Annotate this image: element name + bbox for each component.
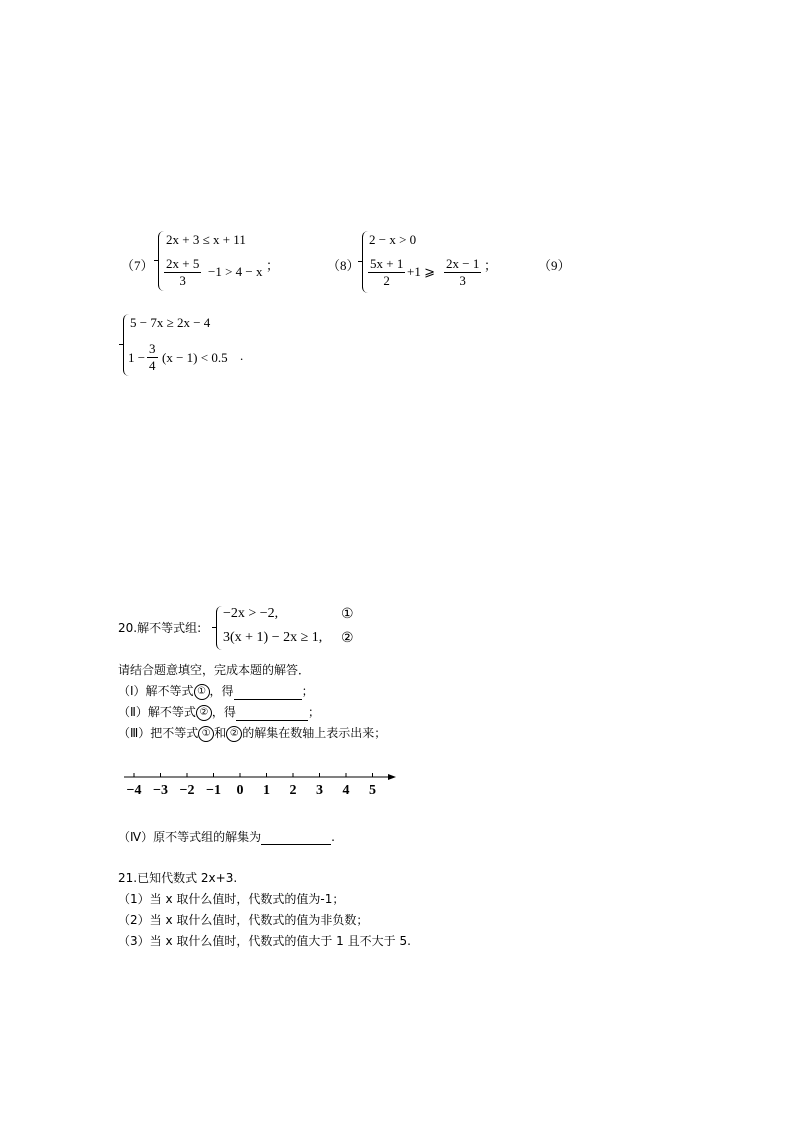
step-1-answer-blank[interactable]: [234, 687, 302, 700]
question-20-step-2: [118, 703, 320, 721]
question-20-step-4: [118, 828, 335, 845]
step-1-text-b: ，得: [209, 684, 234, 698]
question-21-item-3: （3）当 x 取什么值时，代数式的值大于 1 且不大于 5.: [118, 934, 411, 948]
number-line-label: 5: [369, 783, 376, 798]
question-20-step-1: [118, 682, 314, 700]
problem-8-fraction-2-numerator: 2x − 1: [446, 256, 480, 271]
problem-7-fraction: [164, 256, 201, 289]
problem-7-eq1: 2x + 3 ≤ x + 11: [166, 232, 246, 247]
problem-9-eq2-pre: 1 −: [128, 350, 146, 365]
number-line-ticks: [134, 773, 373, 777]
question-20-eq2-tag: ②: [341, 631, 354, 646]
problem-7-fraction-numerator: 2x + 5: [166, 256, 200, 271]
number-line-label: −3: [153, 783, 168, 798]
problem-8-fraction-1: [368, 256, 405, 289]
question-20-eq1-tag: ①: [341, 607, 354, 622]
problem-9-end: .: [240, 348, 244, 363]
problem-7-label: （7）: [121, 258, 154, 273]
step-3-text-b: 的解集在数轴上表示出来；: [242, 726, 387, 740]
problem-8-label: （8）: [327, 258, 360, 273]
problem-9-eq1: 5 − 7x ≥ 2x − 4: [130, 315, 211, 330]
number-line-label: 1: [263, 783, 270, 798]
number-line-label: 4: [342, 783, 350, 798]
step-4-answer-blank[interactable]: [261, 832, 331, 845]
number-line-label: −4: [126, 783, 142, 798]
problem-9-fraction-numerator: 3: [149, 341, 156, 356]
number-line-label: −2: [179, 783, 195, 798]
number-line-arrow: [388, 774, 396, 780]
problem-7-end: ；: [266, 258, 280, 273]
step-2-text-b: ，得: [211, 705, 236, 719]
question-20-eq2: 3(x + 1) − 2x ≥ 1,: [223, 630, 323, 645]
problem-8-end: ；: [484, 258, 498, 273]
circled-1: ①: [198, 726, 214, 742]
step-4-end: .: [331, 830, 335, 844]
step-3-and: 和: [214, 726, 227, 740]
problem-9-fraction-denominator: 4: [149, 358, 156, 373]
step-1-end: ；: [301, 684, 314, 698]
circled-1: ①: [194, 684, 210, 700]
problem-9-fraction: [147, 341, 158, 374]
step-2-end: ；: [307, 705, 320, 719]
number-line-labels: [127, 783, 376, 798]
problem-7-eq2-rest: −1 > 4 − x: [208, 264, 263, 279]
question-20-prefix: 20.解不等式组:: [118, 621, 202, 635]
step-2-answer-blank[interactable]: [236, 708, 308, 721]
question-21-title: 21.已知代数式 2x+3.: [118, 871, 238, 885]
step-1-text-a: （Ⅰ）解不等式: [118, 684, 194, 698]
problem-7-fraction-denominator: 3: [179, 273, 186, 288]
problem-8-eq1: 2 − x > 0: [369, 232, 417, 247]
step-4-text: （Ⅳ）原不等式组的解集为: [118, 830, 262, 844]
problem-9-label: （9）: [538, 258, 571, 273]
number-line-label: 0: [236, 783, 244, 798]
problem-8-fraction-2-denominator: 3: [459, 273, 466, 288]
problem-8-fraction-2: [444, 256, 481, 289]
problem-9-eq2-rest: (x − 1) < 0.5: [162, 350, 228, 365]
number-line-label: 3: [316, 783, 323, 798]
question-21-item-1: （1）当 x 取什么值时，代数式的值为-1；: [118, 892, 345, 906]
number-line: [118, 768, 408, 804]
step-2-text-a: （Ⅱ）解不等式: [118, 705, 196, 719]
circled-2: ②: [226, 726, 242, 742]
question-20-eq1: −2x > −2,: [223, 606, 279, 621]
question-21-item-2: （2）当 x 取什么值时，代数式的值为非负数；: [118, 913, 369, 927]
step-3-text-a: （Ⅲ）把不等式: [118, 726, 199, 740]
number-line-label: −1: [206, 783, 221, 798]
problem-8-mid: +1 ⩾: [407, 264, 435, 279]
question-20-step-3: [118, 724, 386, 742]
number-line-label: 2: [289, 783, 297, 798]
question-20-instruction: 请结合题意填空，完成本题的解答．: [118, 663, 311, 677]
circled-2: ②: [196, 705, 212, 721]
problem-8-fraction-1-numerator: 5x + 1: [370, 256, 404, 271]
problem-8-fraction-1-denominator: 2: [383, 273, 390, 288]
